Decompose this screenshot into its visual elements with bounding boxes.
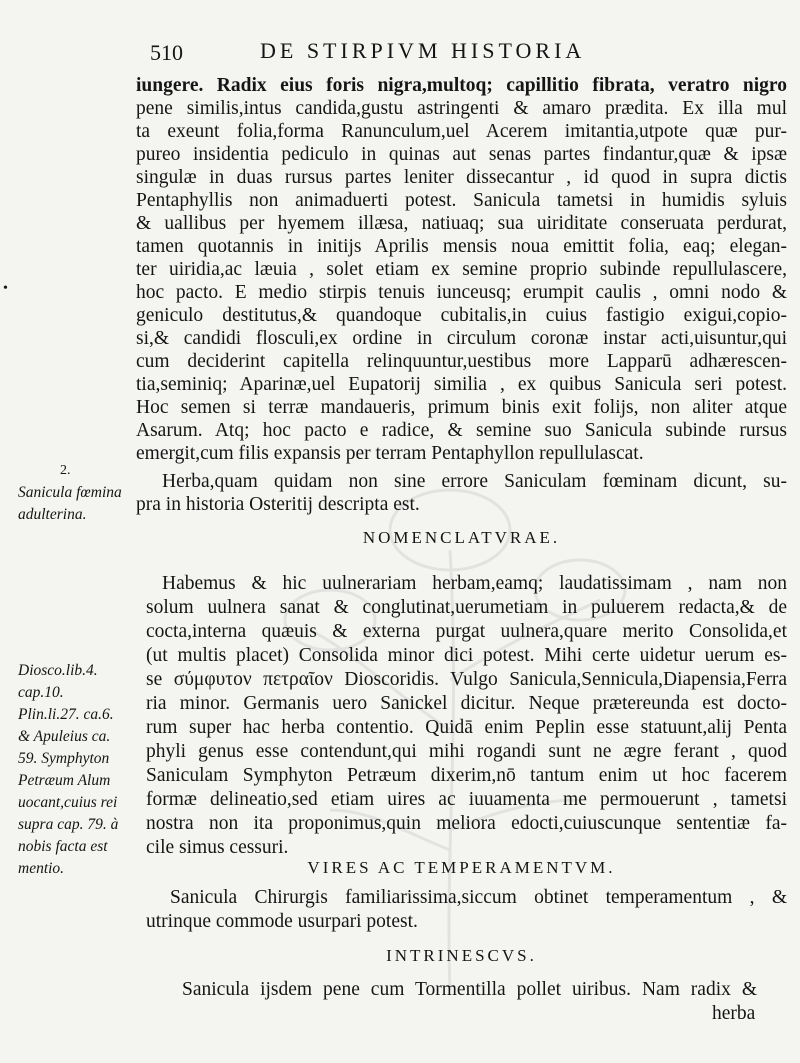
note-line: supra cap. 79. à [18, 816, 119, 833]
text-line: solum uulnera sanat & conglutinat,uerumetiam in puluerem redacta,& de [146, 597, 787, 618]
text-line: (ut multis placet) Consolida minor dici potest. Mihi certe uidetur uerum es- [146, 645, 787, 666]
note-line: & Apuleius ca. [18, 728, 111, 745]
text-line: tia,seminiq; Aparinæ,uel Eupatorij similia , ex quibus Sanicula seri potest. [136, 374, 787, 395]
margin-note-sanicula-foemina [18, 482, 150, 526]
note-line: nobis facta est [18, 838, 108, 855]
catchword: herba [712, 1003, 756, 1024]
note-line: uocant,cuius rei [18, 794, 118, 811]
text-line: rum super hac herba contentio. Quidā enim Peplin esse statuunt,alij Penta [146, 717, 787, 738]
text-line: singulæ in duas rursus partes leniter dissecantur , id quod in supra dictis [136, 167, 787, 188]
note-line: Diosco.lib.4. [18, 662, 98, 679]
running-title: DE STIRPIVM HISTORIA [260, 38, 586, 63]
text-line: Sanicula ijsdem pene cum Tormentilla pollet uiribus. Nam radix & [182, 979, 757, 1000]
text-line: pene similis,intus candida,gustu astringenti & amaro prædita. Ex illa mul [136, 98, 787, 119]
text-line: hoc pacto. E medio stirpis tenuis iunceusq; erumpit caulis , omni nodo & [136, 282, 787, 303]
note-line: Plin.li.27. ca.6. [18, 706, 114, 723]
text-line: Saniculam Symphyton Petræum dixerim,nō tantum enim ut hoc facerem [146, 765, 787, 786]
page-number: 510 [150, 40, 183, 65]
text-line: iungere. Radix eius foris nigra,multoq; capillitio fibrata, veratro nigro [136, 75, 787, 96]
text-line: formæ delineatio,sed etiam uires ac iuuamenta me permouerunt , tametsi [146, 789, 787, 810]
text-line: si,& candidi flosculi,ex ordine in circulum coronæ instar acti,uisuntur,qui [136, 328, 787, 349]
text-line: emergit,cum filis expansis per terram Pentaphyllon repullulascat. [136, 443, 644, 464]
text-line: geniculo destitutus,& quandoque cubitalis,in cuius fastigio exigui,copio- [136, 305, 787, 326]
section-heading-internal-use: INTRINESCVS. [386, 946, 537, 965]
text-line: pra in historia Osteritij descripta est. [136, 494, 420, 515]
note-line: mentio. [18, 860, 65, 877]
margin-mark: • [3, 281, 8, 296]
note-line: Sanicula fœmina [18, 484, 122, 501]
text-line: Pentaphyllis non animaduerti potest. Sanicula tametsi in humidis syluis [136, 190, 787, 211]
text-line: Herba,quam quidam non sine errore Saniculam fœminam dicunt, su- [162, 471, 787, 492]
text-line: se σύμφυτον πετραῖον Dioscoridis. Vulgo Sanicula,Sennicula,Diapensia,Ferra [146, 669, 787, 690]
note-line: adulterina. [18, 506, 87, 523]
page-header [150, 38, 790, 68]
note-line: cap.10. [18, 684, 64, 701]
text-line: tamen quotannis in initijs Aprilis mensis noua emittit folia, eaq; elegan- [136, 236, 787, 257]
text-line: ta exeunt folia,forma Ranunculum,uel Acerem imitantia,utpote quæ pur- [136, 121, 787, 142]
text-line: Hoc semen si terræ mandaueris, primum binis exit folijs, non aliter atque [136, 397, 787, 418]
text-line: cocta,interna quæuis & externa purgat uulnera,quare merito Consolida,et [146, 621, 787, 642]
text-line: Sanicula Chirurgis familiarissima,siccum obtinet temperamentum , & [170, 887, 787, 908]
margin-note-references [18, 660, 150, 880]
text-line: phyli genus esse contendunt,qui mihi rogandi sunt ne ægre ferant , quod [146, 741, 787, 762]
note-line: Petræum Alum [18, 772, 111, 789]
text-line: Asarum. Atq; hoc pacto e radice, & semine suo Sanicula subinde rursus [136, 420, 787, 441]
note-line: 59. Symphyton [18, 750, 110, 767]
text-line: cile simus cessuri. [146, 837, 289, 858]
text-line: nostra non ita proponimus,quin meliora edocti,cuiuscunque sententiæ fa- [146, 813, 787, 834]
text-line: ter uiridia,ac læuia , solet etiam ex semine proprio subinde repullulascere, [136, 259, 787, 280]
margin-note-number: 2. [60, 463, 71, 478]
text-line: & uallibus per hyemem illæsa, natiuaq; sua uiriditate conseruata perdurat, [136, 213, 787, 234]
text-line: cum deciderint capitella relinquuntur,uestibus more Lapparū adhærescen- [136, 351, 787, 372]
text-line: pureo insidentia pediculo in quinas aut senas partes findantur,quæ & ipsæ [136, 144, 787, 165]
section-heading-nomenclature: NOMENCLATVRAE. [362, 528, 561, 547]
text-line: Habemus & hic uulnerariam herbam,eamq; laudatissimam , nam non [162, 573, 787, 594]
text-line: ria minor. Germanis uero Sanickel dicitur. Neque prætereunda est docto- [146, 693, 787, 714]
section-heading-virtues: VIRES AC TEMPERAMENTVM. [307, 858, 616, 877]
text-line: utrinque commode usurpari potest. [146, 911, 418, 932]
